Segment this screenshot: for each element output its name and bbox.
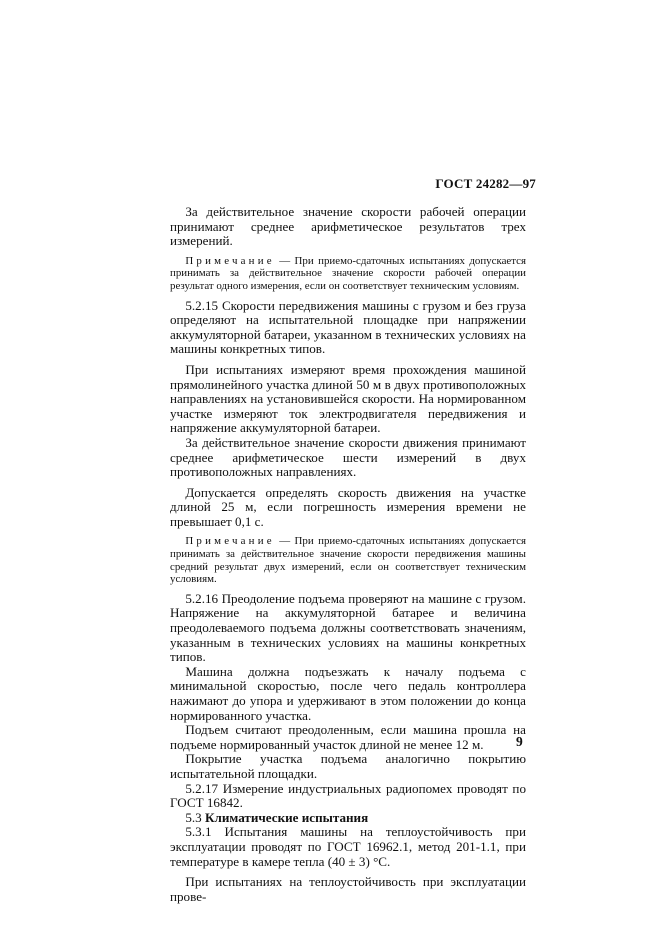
- paragraph-7: Машина должна подъезжать к началу подъема с минимальной скоростью, после чего педаль контроллера нажимают до упора и удерживают в этом положении до конца нормированного участка.: [170, 663, 526, 723]
- note-2: [170, 535, 526, 585]
- paragraph-3: При испытаниях измеряют время прохождения машиной прямолинейного участка длиной 50 м в двух противоположных направлениях на установившейся скорости. На нормированном участке измеряют ток электродвигателя передвижения и напряжение аккумуляторной батареи.: [170, 361, 526, 436]
- section-number: 5.3: [185, 809, 205, 825]
- paragraph-5: Допускается определять скорость движения на участке длиной 25 м, если погрешность измерения времени не превышает 0,1 с.: [170, 484, 526, 529]
- note-2-text: — При приемо-сдаточных испытаниях допускается принимать за действительное значение скорости передвижения машины средний результат двух измерений, если он соответствует техническим условиям.: [170, 535, 526, 586]
- body-text: [170, 205, 526, 904]
- clause-5-2-16: 5.2.16 Преодоление подъема проверяют на машине с грузом. Напряжение на аккумуляторной батарее и величина преодолеваемого подъема должны соответствовать значениям, указанным в технических условиях на машины конкретных типов.: [170, 590, 526, 665]
- standard-header: ГОСТ 24282—97: [435, 176, 536, 191]
- clause-5-3-1: 5.3.1 Испытания машины на теплоустойчивость при эксплуатации проводят по ГОСТ 16962.1, метод 201-1.1, при температуре в камере тепла (40 ± 3) °С.: [170, 824, 526, 869]
- section-heading: [170, 811, 526, 826]
- paragraph-12: При испытаниях на теплоустойчивость при эксплуатации прове-: [170, 874, 526, 904]
- paragraph-1: За действительное значение скорости рабочей операции принимают среднее арифметическое результатов трех измерений.: [170, 204, 526, 249]
- note-1-text: — При приемо-сдаточных испытаниях допускается принимать за действительное значение скорости рабочей операции результат одного измерения, если он соответствует техническим условиям.: [170, 254, 526, 292]
- section-title: Климатические испытания: [205, 809, 369, 825]
- page-number: 9: [516, 734, 523, 749]
- paragraph-9: Покрытие участка подъема аналогично покрытию испытательной площадки.: [170, 751, 526, 781]
- note-1-label: Примечание: [185, 254, 275, 267]
- paragraph-4: За действительное значение скорости движения принимают среднее арифметическое шести измерений в двух противоположных направлениях.: [170, 434, 526, 480]
- clause-5-2-15: 5.2.15 Скорости передвижения машины с грузом и без груза определяют на испытательной площадке при напряжении аккумуляторной батареи, указанном в технических условиях на машины конкретных типов.: [170, 297, 526, 357]
- note-2-label: Примечание: [185, 535, 275, 548]
- note-1: [170, 255, 526, 293]
- paragraph-8: Подъем считают преодоленным, если машина прошла на подъеме нормированный участок длиной не менее 12 м.: [170, 722, 526, 752]
- clause-5-2-17: 5.2.17 Измерение индустриальных радиопомех проводят по ГОСТ 16842.: [170, 780, 526, 811]
